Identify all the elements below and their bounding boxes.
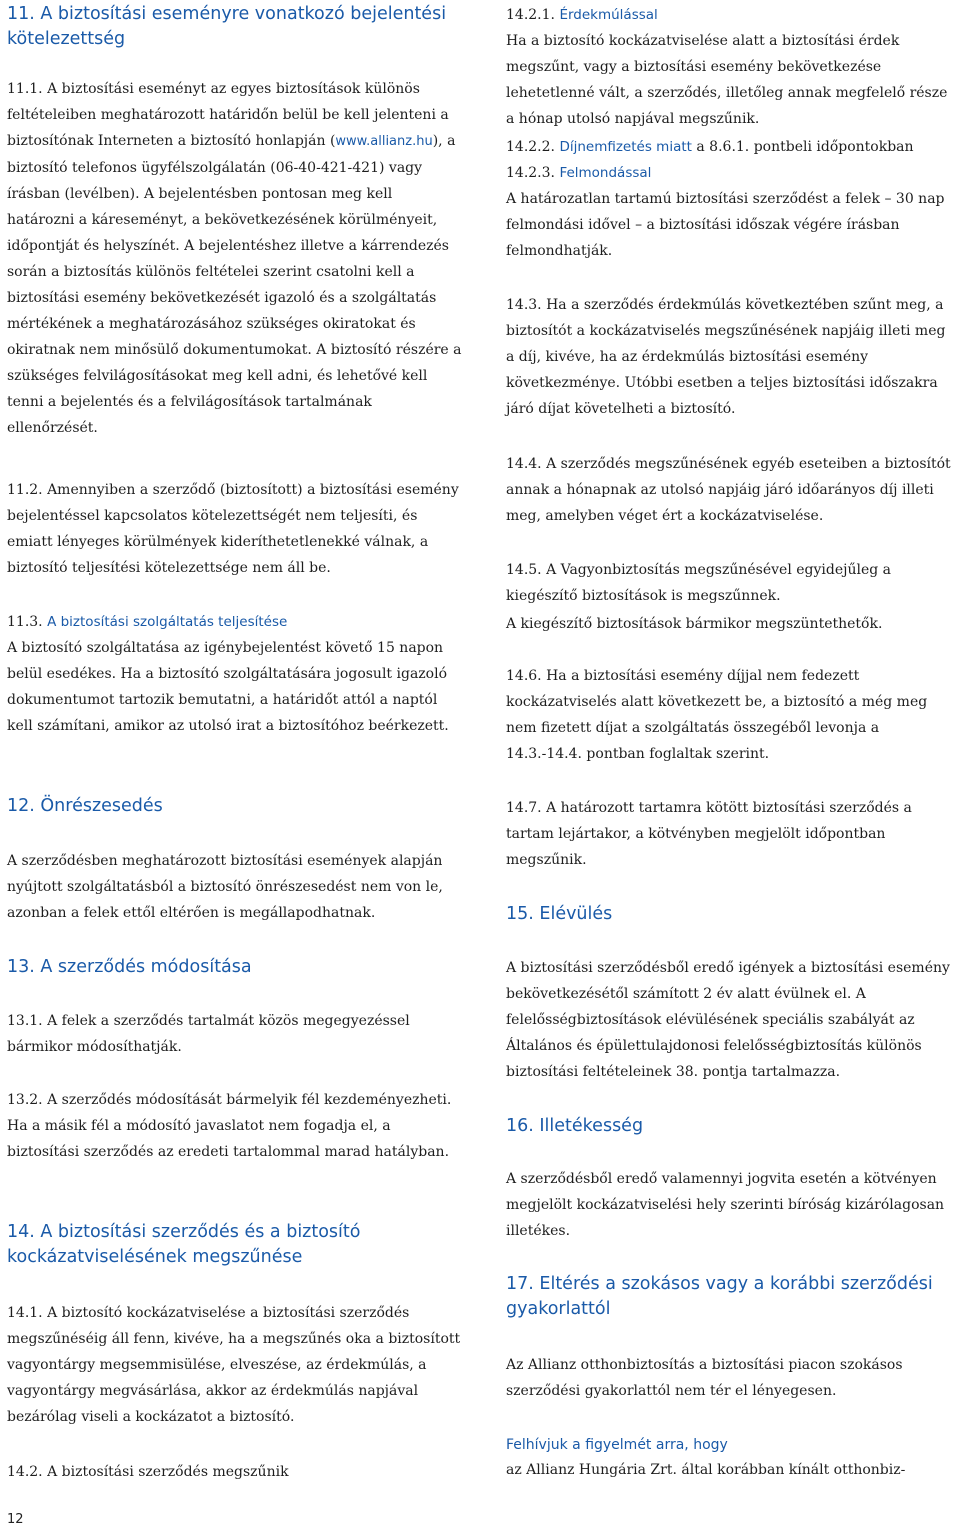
paragraph-14-2: 14.2. A biztosítási szerződés megszűnik [7,1464,289,1480]
paragraph-16: A szerződésből eredő valamennyi jogvita esetén a kötvényen megjelölt kockázatviselési hely szerinti bíróság kizárólagosan illetékes. [506,1171,945,1239]
paragraph-14-1: 14.1. A biztosító kockázatviselése a biztosítási szerződés megszűnéséig áll fenn, kivéve, ha a megszűnés oka a biztosított vagyontárgy megsemmisülése, elveszése, az érdekmúlás, a vagyontárgy megvásárlása, akkor az érdekmúlás napjával bezárólag viseli a kockázatot a biztosító. [7,1305,461,1425]
paragraph-14-5: 14.5. A Vagyonbiztosítás megszűnésével egyidejűleg a kiegészítő biztosítások is megszűnnek. [506,562,892,604]
p14-2-3-num: 14.2.3. [506,165,560,181]
p11-3-body: A biztosító szolgáltatása az igénybejelentést követő 15 napon belül esedékes. Ha a biztosító szolgáltatására jogosult igazoló dokumentumot tartozik bemutatni, a határidőt attól a naptól kell számítani, amikor az utolsó irat a biztosítóhoz beérkezett. [7,640,449,734]
p14-2-3-body: A határozatlan tartamú biztosítási szerződést a felek – 30 nap felmondási idővel – a biztosítási időszak végére írásban felmondhatják. [506,191,945,259]
p11-3-heading: A biztosítási szolgáltatás teljesítése [47,614,288,630]
paragraph-13-2: 13.2. A szerződés módosítását bármelyik fél kezdeményezheti. Ha a másik fél a módosító javaslatot nem fogadja el, a biztosítási szerződés az eredeti tartalommal marad hatályban. [7,1092,452,1160]
p14-2-1-num: 14.2.1. [506,7,560,23]
paragraph-11-3 [7,609,463,739]
allianz-link[interactable] [335,134,432,149]
p14-2-3-heading: Felmondással [559,165,652,181]
paragraph-14-3: 14.3. Ha a szerződés érdekmúlás következtében szűnt meg, a biztosítót a kockázatviselés megszűnésének napjáig illeti meg a díj, kivéve, ha az érdekmúlás biztosítási esemény következménye. Utóbbi esetben a teljes biztosítási időszakra járó díjat követelheti a biztosító. [506,297,946,417]
paragraph-17: Az Allianz otthonbiztosítás a biztosítási piacon szokásos szerződési gyakorlattól nem tér el lényegesen. [506,1357,903,1399]
paragraph-15: A biztosítási szerződésből eredő igények a biztosítási esemény bekövetkezésétől számított 2 év alatt évülnek el. A felelősségbiztosítások elévülésének speciális szabályát az Általános és épülettulajdonosi felelősségbiztosítás különös biztosítási feltételeinek 38. pontja tartalmazza. [506,960,950,1080]
paragraph-14-4: 14.4. A szerződés megszűnésének egyéb eseteiben a biztosítót annak a hónapnak az utolsó napjáig járó időarányos díj illeti meg, amelyben véget ért a kockázatviselése. [506,456,951,524]
p11-3-num: 11.3. [7,614,48,630]
p14-2-1-body: Ha a biztosító kockázatviselése alatt a biztosítási érdek megszűnt, vagy a biztosítási esemény bekövetkezése lehetetlenné vált, a szerződés, illetőleg annak megfelelő része a hónap utolsó napjával megszűnik. [506,33,948,127]
paragraph-14-6: 14.6. Ha a biztosítási esemény díjjal nem fedezett kockázatviselés alatt következett be, a biztosító a még meg nem fizetett díjat a szolgáltatás összegéből levonja a 14.3.-14.4. pontban foglaltak szerint. [506,668,928,762]
section-13-title: 13. A szerződés módosítása [7,957,252,977]
paragraph-13-1: 13.1. A felek a szerződés tartalmát közös megegyezéssel bármikor módosíthatják. [7,1013,410,1055]
p14-2-2-tail: a 8.6.1. pontbeli időpontokban [691,139,914,155]
page-number: 12 [7,1512,24,1527]
section-12-title: 12. Önrészesedés [7,796,163,816]
p11-1-text-a: 11.1. A biztosítási eseményt az egyes biztosítások különös feltételeiben meghatározott határidőn belül be kell jelenteni a biztosítónak Interneten a biztosító honlapján ( [7,81,449,149]
section-17-title: 17. Eltérés a szokásos vagy a korábbi szerződési gyakorlattól [506,1274,933,1319]
section-14-title: 14. A biztosítási szerződés és a biztosító kockázatviselésének megszűnése [7,1222,361,1267]
paragraph-11-1 [7,76,463,441]
p14-2-1-heading: Érdekmúlással [559,7,658,23]
section-15-title: 15. Elévülés [506,904,613,924]
paragraph-14-2-3 [506,160,956,264]
paragraph-14-2-2 [506,134,956,160]
note-body: az Allianz Hungária Zrt. által korábban kínált otthonbiz- [506,1462,906,1478]
link-text-a: www.allianz. [335,134,417,149]
paragraph-14-2-1 [506,2,956,132]
section-16-title: 16. Illetékesség [506,1116,644,1136]
paragraph-14-5b: A kiegészítő biztosítások bármikor megszüntethetők. [506,616,883,632]
section-11-title: 11. A biztosítási eseményre vonatkozó bejelentési kötelezettség [7,4,447,49]
note-heading: Felhívjuk a figyelmét arra, hogy [506,1437,728,1453]
p14-2-2-heading: Díjnemfizetés miatt [559,139,692,155]
paragraph-12: A szerződésben meghatározott biztosítási események alapján nyújtott szolgáltatásból a biztosító önrészesedést nem von le, azonban a felek ettől eltérően is megállapodhatnak. [7,853,443,921]
p14-2-2-num: 14.2.2. [506,139,560,155]
paragraph-14-7: 14.7. A határozott tartamra kötött biztosítási szerződés a tartam lejártakor, a kötvényben megjelölt időpontban megszűnik. [506,800,912,868]
p11-1-text-b: ), a biztosító telefonos ügyfélszolgálatán (06-40-421-421) vagy írásban (levélben). A bejelentésben pontosan meg kell határozni a káreseményt, a bekövetkezésének körülményeit, időpontját és helyszínét. A bejelentéshez illetve a kárrendezés során a biztosítás különös feltételei szerint csatolni kell a biztosítási esemény bekövetkezését igazoló és a szolgáltatás mértékének a meghatározásához szükséges okiratokat és okiratnak nem minősülő dokumentumokat. A biztosító részére a szükséges felvilágosításokat meg kell adni, és lehetővé kell tenni a bejelentés és a felvilágosítások tartalmának ellenőrzését. [7,133,462,436]
link-text-b: hu [416,134,433,149]
paragraph-11-2: 11.2. Amennyiben a szerződő (biztosított) a biztosítási esemény bejelentéssel kapcsolatos kötelezettségét nem teljesíti, és emiatt lényeges körülmények kideríthetetlenekké válnak, a biztosító teljesítési kötelezettsége nem áll be. [7,482,459,576]
